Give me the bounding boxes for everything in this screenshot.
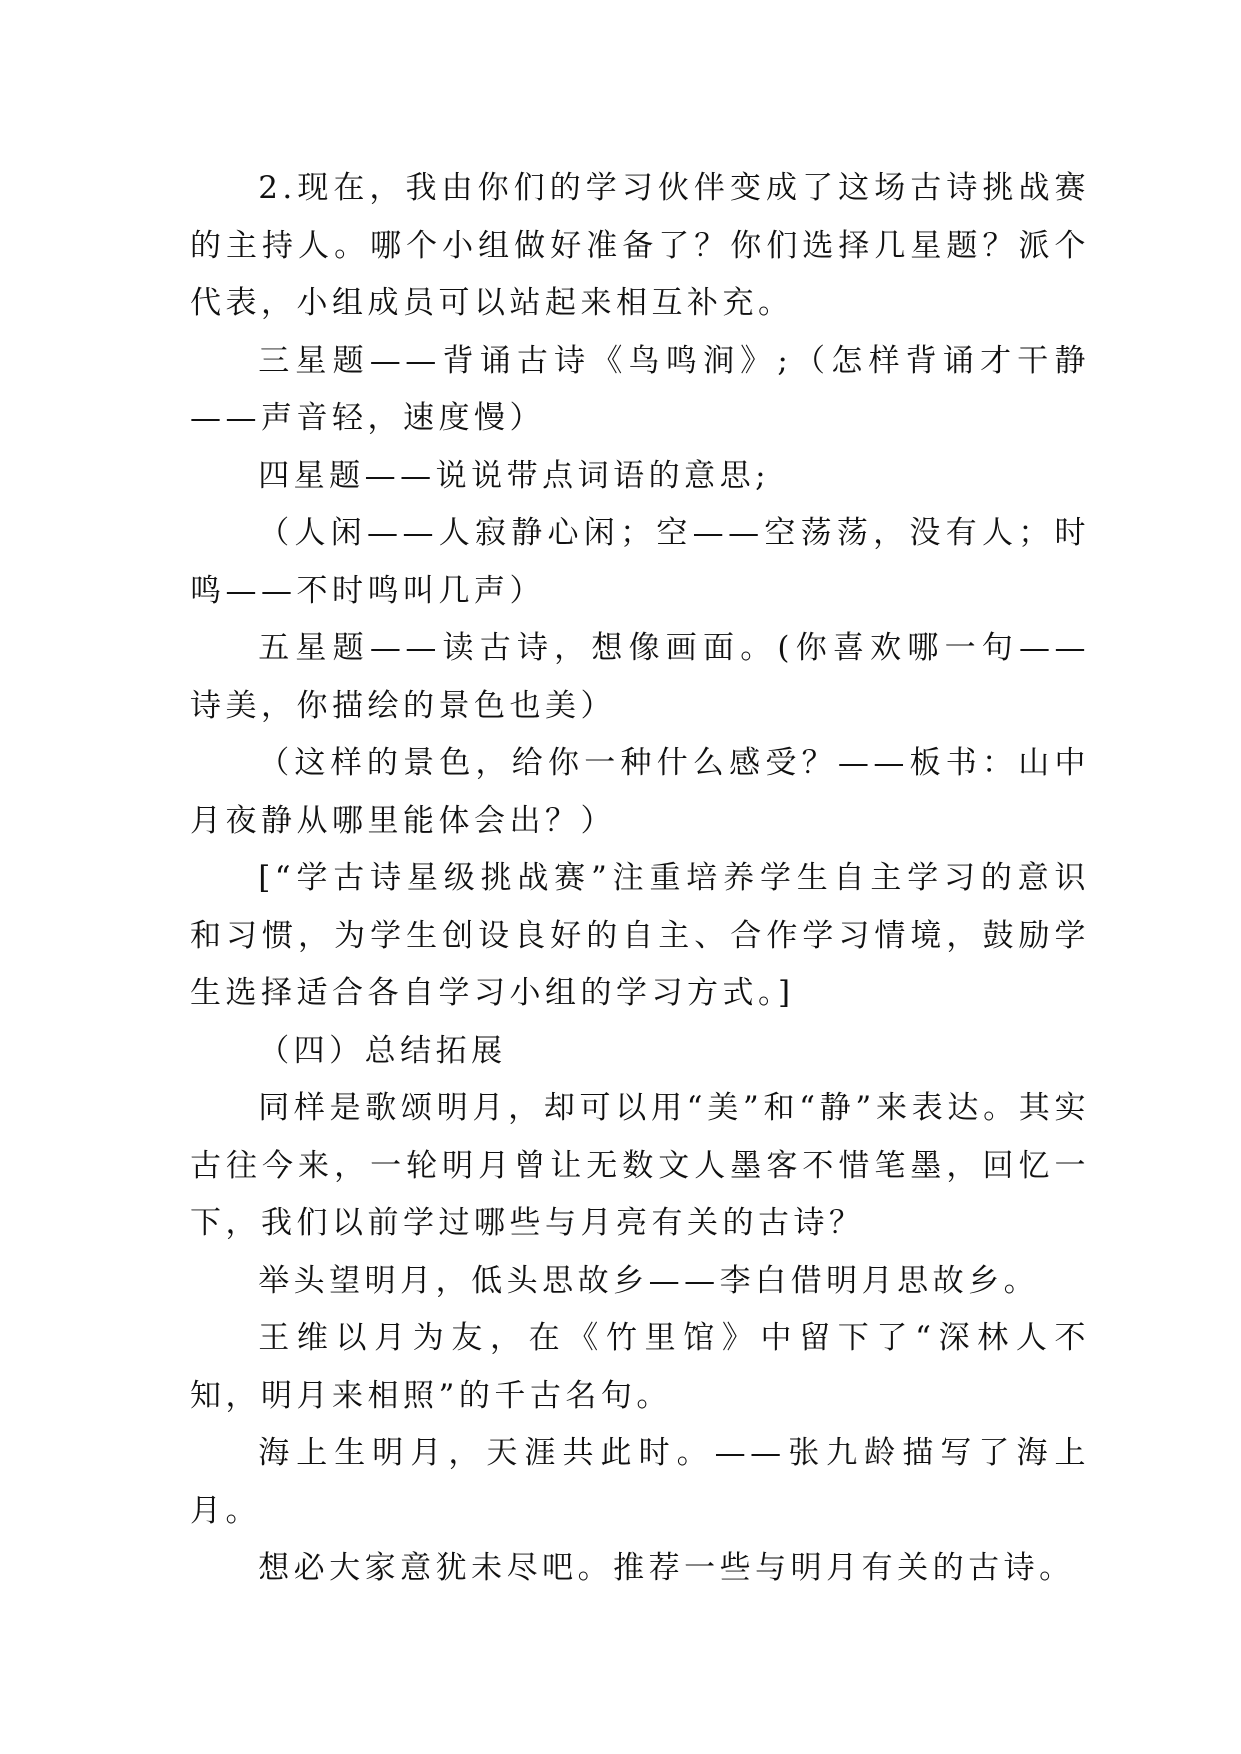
paragraph-li-bai: 举头望明月，低头思故乡——李白借明月思故乡。: [258, 1262, 1040, 1299]
paragraph-four-star-notes: （人闲——人寂静心闲；空——空荡荡，没有人；时鸣——不时鸣叫几声）: [190, 515, 1090, 609]
paragraph-host-intro: 2.现在，我由你们的学习伙伴变成了这场古诗挑战赛的主持人。哪个小组做好准备了？你们选择几星题？派个代表，小组成员可以站起来相互补充。: [190, 170, 1090, 321]
paragraph-three-star: 三星题——背诵古诗《鸟鸣涧》;（怎样背诵才干静——声音轻，速度慢）: [190, 342, 1090, 436]
paragraph-four-star: 四星题——说说带点词语的意思;: [258, 457, 771, 494]
document-body: [190, 160, 1090, 1598]
paragraph-recommend: 想必大家意犹未尽吧。推荐一些与明月有关的古诗。: [258, 1550, 1075, 1586]
paragraph-five-star: 五星题——读古诗，想像画面。(你喜欢哪一句——诗美，你描绘的景色也美）: [190, 630, 1090, 724]
paragraph-zhang-jiuling: 海上生明月，天涯共此时。——张九龄描写了海上月。: [190, 1435, 1090, 1529]
paragraph-wang-wei: 王维以月为友，在《竹里馆》中留下了“深林人不知，明月来相照”的千古名句。: [190, 1320, 1090, 1414]
paragraph-commentary: [“学古诗星级挑战赛”注重培养学生自主学习的意识和习惯，为学生创设良好的自主、合作学习情境，鼓励学生选择适合各自学习小组的学习方式。]: [190, 860, 1090, 1011]
paragraph-moon-intro: 同样是歌颂明月，却可以用“美”和“静”来表达。其实古往今来，一轮明月曾让无数文人墨客不惜笔墨，回忆一下，我们以前学过哪些与月亮有关的古诗？: [190, 1090, 1090, 1241]
section-heading-summary: （四）总结拓展: [258, 1032, 507, 1069]
paragraph-feeling-question: （这样的景色，给你一种什么感受？——板书：山中月夜静从哪里能体会出？）: [190, 745, 1090, 839]
